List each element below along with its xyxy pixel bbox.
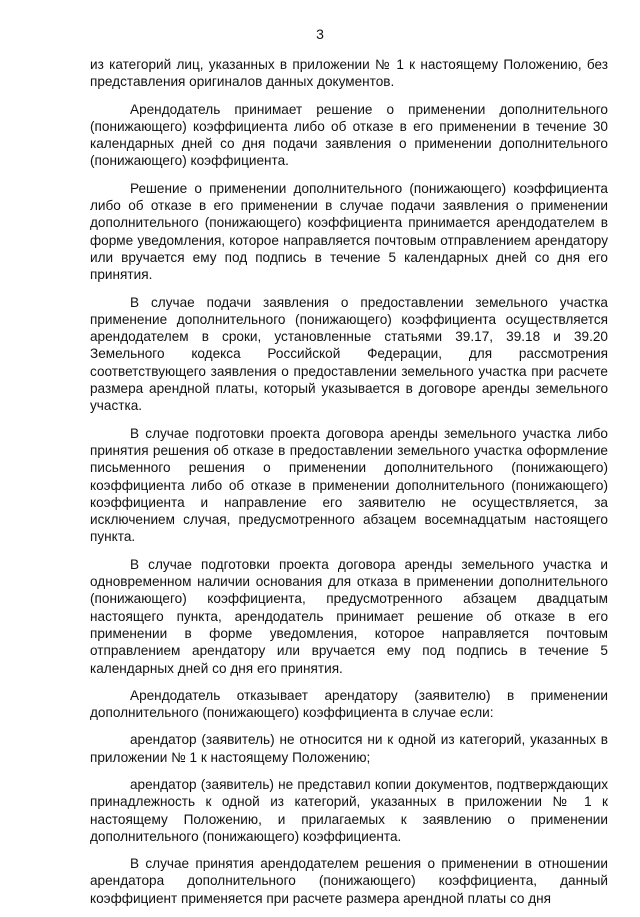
paragraph-9: арендатор (заявитель) не представил копии документов, подтверждающих принадлежность к одной из категорий, указанных в приложении № 1 к настоящему Положению, и прилагаемых к заявлению о применении дополнительного (понижающего) коэффициента. (90, 776, 608, 844)
paragraph-10: В случае принятия арендодателем решения о применении в отношении арендатора дополнительного (понижающего) коэффициента, данный коэффициент применяется при расчете размера арендной платы со дня (90, 856, 608, 906)
paragraph-8: арендатор (заявитель) не относится ни к одной из категорий, указанных в приложении № 1 к настоящему Положению; (90, 732, 608, 765)
paragraph-6: В случае подготовки проекта договора аренды земельного участка и одновременном наличии основания для отказа в применении дополнительного (понижающего) коэффициента, предусмотренного абзацем двадцатым настоящего пункта, арендодатель принимает решение об отказе в его применении в форме уведомления, которое направляется почтовым отправлением арендатору или вручается ему под подпись в течение 5 календарных дней со дня его принятия. (90, 556, 608, 676)
paragraph-7: Арендодатель отказывает арендатору (заявителю) в применении дополнительного (понижающего) коэффициента в случае если: (90, 687, 608, 721)
paragraph-1: из категорий лиц, указанных в приложении № 1 к настоящему Положению, без представления оригиналов данных документов. (90, 57, 608, 90)
paragraph-4: В случае подачи заявления о предоставлении земельного участка применение дополнительного (понижающего) коэффициента осуществляется арендодателем в сроки, установленные статьями 39.17, 39.18 и 39.20 Земельного кодекса Российской Федерации, для рассмотрения соответствующего заявления о предоставлении земельного участка при расчете размера арендной платы, который указывается в договоре аренды земельного участка. (90, 294, 608, 414)
page-number: 3 (316, 26, 324, 42)
paragraph-2: Арендодатель принимает решение о применении дополнительного (понижающего) коэффициента либо об отказе в его применении в течение 30 календарных дней со дня подачи заявления о применении дополнительного (понижающего) коэффициента. (90, 101, 608, 169)
document-body (90, 56, 608, 917)
paragraph-3: Решение о применении дополнительного (понижающего) коэффициента либо об отказе в его применении в случае подачи заявления о применении дополнительного (понижающего) коэффициента принимается арендодателем в форме уведомления, которое направляется почтовым отправлением арендатору или вручается ему под подпись в течение 5 календарных дней со дня его принятия. (90, 180, 608, 283)
paragraph-5: В случае подготовки проекта договора аренды земельного участка либо принятия решения об отказе в предоставлении земельного участка оформление письменного решения о применении дополнительного (понижающего) коэффициента либо об отказе в применении дополнительного (понижающего) коэффициента и направление его заявителю не осуществляется, за исключением случая, предусмотренного абзацем восемнадцатым настоящего пункта. (90, 425, 608, 545)
